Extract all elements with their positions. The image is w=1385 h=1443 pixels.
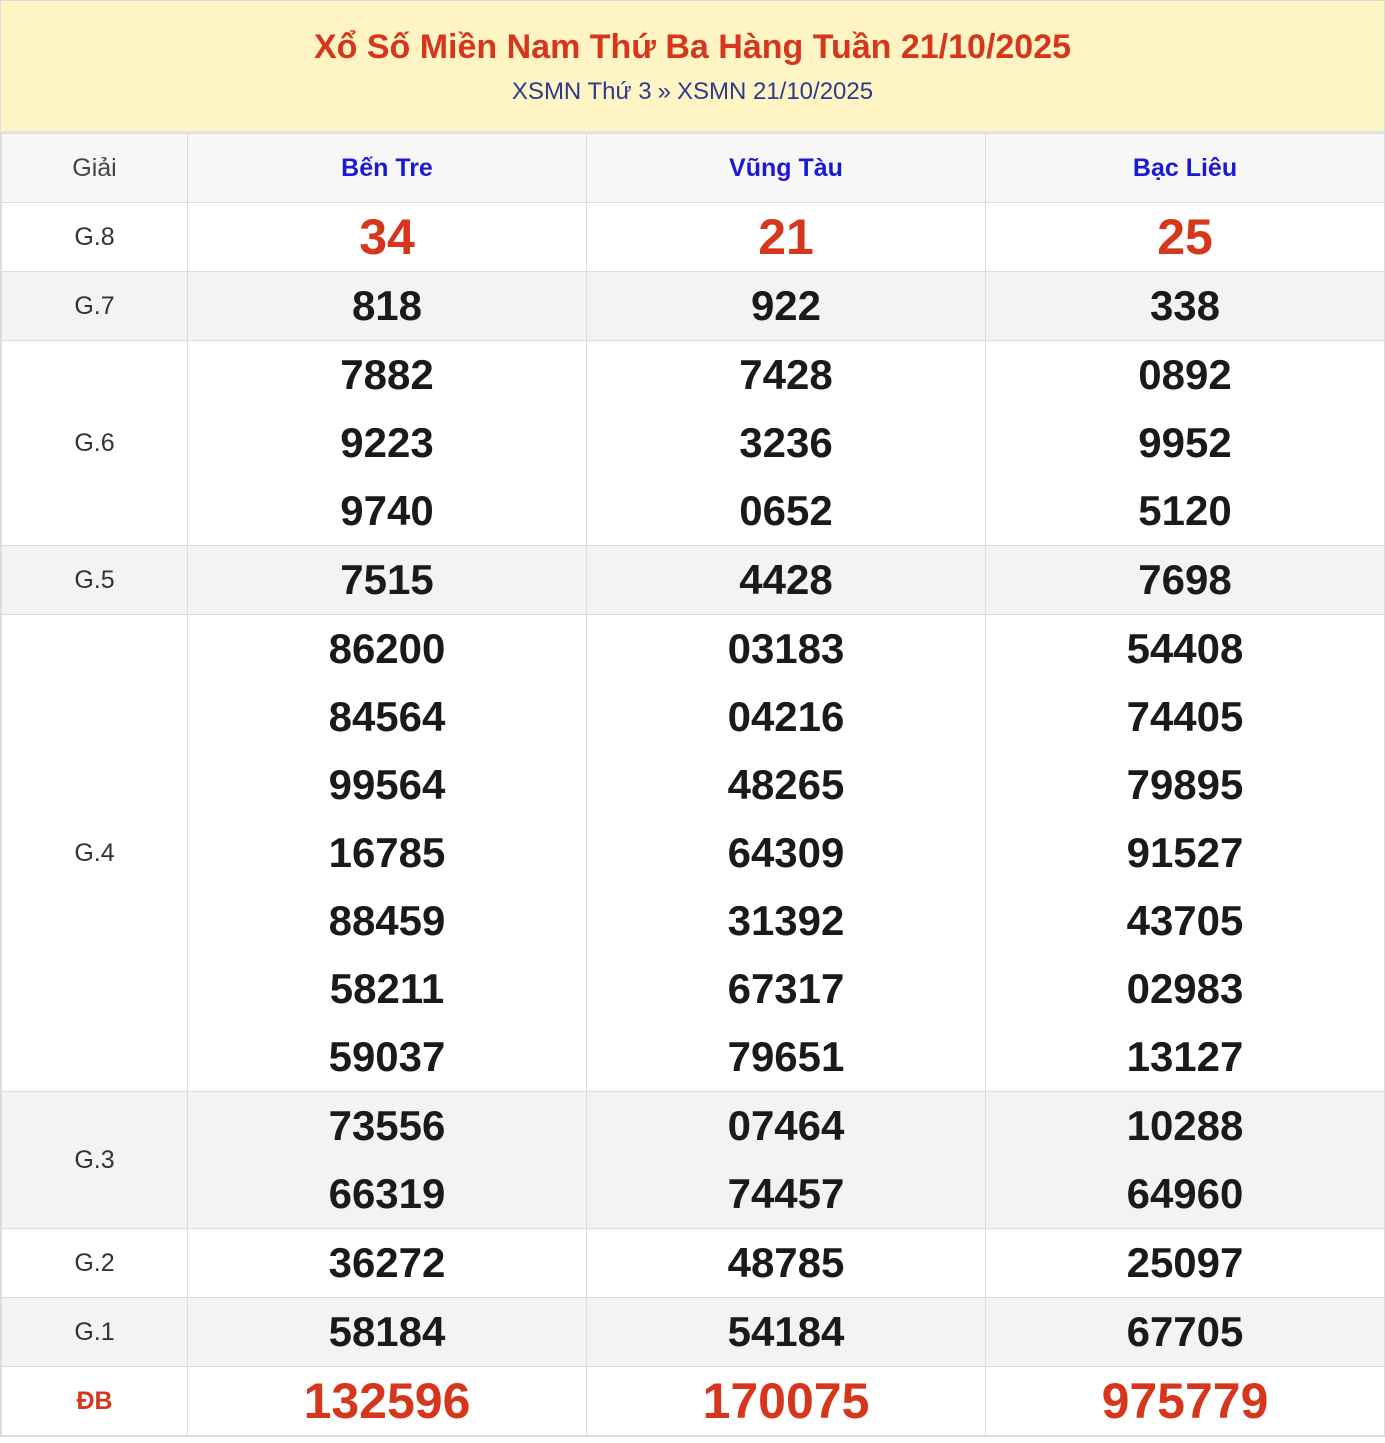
prize-label: ĐB xyxy=(2,1367,188,1436)
prize-cell xyxy=(587,1229,986,1298)
prize-number: 88459 xyxy=(328,897,446,944)
prize-cell xyxy=(587,341,986,546)
prize-label: G.6 xyxy=(2,341,188,546)
prize-number: 36272 xyxy=(328,1239,446,1286)
prize-cell xyxy=(587,615,986,1092)
prize-cell xyxy=(587,1092,986,1229)
prize-number: 7882 xyxy=(340,351,434,398)
prize-number: 79895 xyxy=(1126,761,1244,808)
prize-number: 0892 xyxy=(1138,351,1232,398)
prize-cell xyxy=(986,203,1385,272)
column-header-province[interactable]: Vũng Tàu xyxy=(587,134,986,203)
results-header xyxy=(1,1,1384,133)
prize-number: 64960 xyxy=(1126,1170,1244,1217)
prize-number: 74457 xyxy=(727,1170,845,1217)
page-title: Xổ Số Miền Nam Thứ Ba Hàng Tuần 21/10/2025 xyxy=(313,28,1072,66)
table-header-row xyxy=(2,134,1385,203)
prize-number: 58211 xyxy=(329,965,445,1012)
column-header-province[interactable]: Bến Tre xyxy=(188,134,587,203)
prize-label: G.4 xyxy=(2,615,188,1092)
prize-number: 9223 xyxy=(340,419,434,466)
prize-number: 25097 xyxy=(1126,1239,1244,1286)
prize-number: 48265 xyxy=(727,761,845,808)
prize-number: 67317 xyxy=(727,965,845,1012)
breadcrumb-separator: » xyxy=(657,78,671,105)
prize-number: 338 xyxy=(1149,282,1221,329)
prize-number: 132596 xyxy=(303,1373,471,1429)
prize-label: G.5 xyxy=(2,546,188,615)
breadcrumb-link-date[interactable]: XSMN 21/10/2025 xyxy=(676,78,874,105)
breadcrumb-link-weekday[interactable]: XSMN Thứ 3 xyxy=(511,78,652,105)
prize-cell xyxy=(188,546,587,615)
prize-number: 59037 xyxy=(328,1033,446,1080)
prize-cell xyxy=(587,272,986,341)
prize-number: 64309 xyxy=(727,829,845,876)
prize-number: 04216 xyxy=(727,693,845,740)
prize-cell xyxy=(986,1092,1385,1229)
prize-cell xyxy=(188,615,587,1092)
prize-number: 922 xyxy=(750,282,822,329)
prize-cell xyxy=(188,272,587,341)
prize-number: 74405 xyxy=(1126,693,1244,740)
prize-cell xyxy=(986,1367,1385,1436)
table-row xyxy=(2,272,1385,341)
prize-number: 84564 xyxy=(328,693,446,740)
table-row xyxy=(2,1367,1385,1436)
table-row xyxy=(2,615,1385,1092)
prize-number: 91527 xyxy=(1126,829,1244,876)
prize-number: 818 xyxy=(351,282,423,329)
prize-number: 99564 xyxy=(328,761,446,808)
prize-number: 03183 xyxy=(727,625,845,672)
prize-number: 9740 xyxy=(340,487,434,534)
table-row xyxy=(2,203,1385,272)
prize-cell xyxy=(188,341,587,546)
table-row xyxy=(2,1298,1385,1367)
prize-cell xyxy=(986,341,1385,546)
prize-number: 54408 xyxy=(1126,625,1244,672)
table-row xyxy=(2,546,1385,615)
prize-number: 43705 xyxy=(1126,897,1244,944)
prize-cell xyxy=(986,1298,1385,1367)
prize-cell xyxy=(986,546,1385,615)
prize-number: 25 xyxy=(1157,209,1213,265)
results-table xyxy=(1,133,1385,1436)
prize-cell xyxy=(587,203,986,272)
prize-number: 4428 xyxy=(739,556,833,603)
prize-number: 13127 xyxy=(1126,1033,1244,1080)
table-row xyxy=(2,341,1385,546)
prize-cell xyxy=(188,203,587,272)
prize-number: 0652 xyxy=(739,487,833,534)
breadcrumb xyxy=(1,77,1384,107)
prize-number: 73556 xyxy=(328,1102,446,1149)
prize-number: 48785 xyxy=(727,1239,845,1286)
prize-number: 7428 xyxy=(739,351,833,398)
prize-cell xyxy=(188,1092,587,1229)
prize-label: G.3 xyxy=(2,1092,188,1229)
column-header-prize: Giải xyxy=(2,134,188,203)
prize-cell xyxy=(188,1298,587,1367)
table-row xyxy=(2,1229,1385,1298)
prize-number: 3236 xyxy=(739,419,833,466)
prize-label: G.7 xyxy=(2,272,188,341)
results-body xyxy=(2,203,1385,1436)
prize-cell xyxy=(587,546,986,615)
prize-label: G.2 xyxy=(2,1229,188,1298)
prize-number: 67705 xyxy=(1126,1308,1244,1355)
prize-number: 975779 xyxy=(1101,1373,1269,1429)
prize-number: 34 xyxy=(359,209,415,265)
prize-label: G.1 xyxy=(2,1298,188,1367)
prize-number: 07464 xyxy=(727,1102,845,1149)
prize-cell xyxy=(188,1367,587,1436)
prize-number: 31392 xyxy=(727,897,845,944)
prize-number: 79651 xyxy=(727,1033,845,1080)
prize-number: 10288 xyxy=(1126,1102,1244,1149)
column-header-province[interactable]: Bạc Liêu xyxy=(986,134,1385,203)
prize-number: 9952 xyxy=(1138,419,1232,466)
prize-label: G.8 xyxy=(2,203,188,272)
prize-number: 58184 xyxy=(328,1308,446,1355)
prize-number: 5120 xyxy=(1138,487,1232,534)
prize-cell xyxy=(587,1367,986,1436)
prize-cell xyxy=(986,615,1385,1092)
prize-number: 21 xyxy=(758,209,814,265)
prize-cell xyxy=(188,1229,587,1298)
prize-cell xyxy=(986,1229,1385,1298)
prize-number: 7515 xyxy=(340,556,434,603)
prize-number: 02983 xyxy=(1126,965,1244,1012)
prize-number: 86200 xyxy=(328,625,446,672)
prize-cell xyxy=(587,1298,986,1367)
prize-number: 66319 xyxy=(328,1170,446,1217)
prize-number: 7698 xyxy=(1138,556,1232,603)
prize-number: 54184 xyxy=(727,1308,845,1355)
table-row xyxy=(2,1092,1385,1229)
prize-number: 16785 xyxy=(328,829,446,876)
prize-number: 170075 xyxy=(702,1373,870,1429)
prize-cell xyxy=(986,272,1385,341)
